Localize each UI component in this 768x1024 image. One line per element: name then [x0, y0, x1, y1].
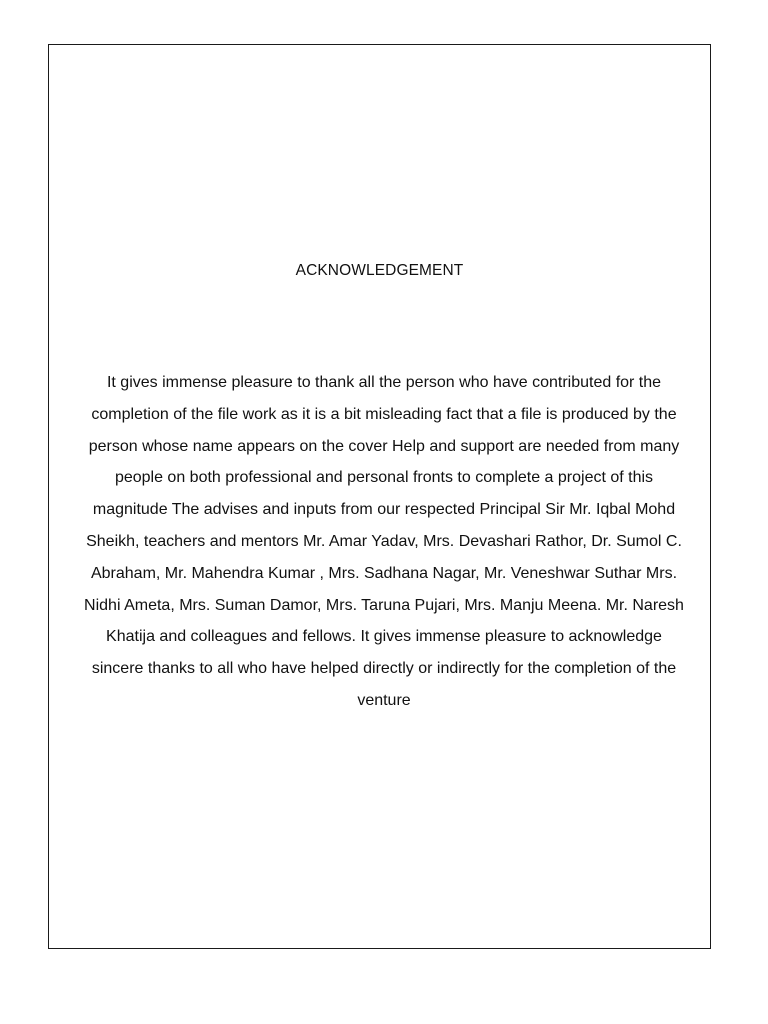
page-title: ACKNOWLEDGEMENT — [295, 262, 464, 279]
acknowledgement-paragraph: It gives immense pleasure to thank all the person who have contributed for the completion of the file work as it is a bit misleading fact that a file is produced by the person whose name appears on the cover Help and support are needed from many people on both professional and personal fronts to complete a project of this magnitude The advises and inputs from our respected Principal Sir Mr. Iqbal Mohd Sheikh, teachers and mentors Mr. Amar Yadav, Mrs. Devashari Rathor, Dr. Sumol C. Abraham, Mr. Mahendra Kumar , Mrs. Sadhana Nagar, Mr. Veneshwar Suthar Mrs. Nidhi Ameta, Mrs. Suman Damor, Mrs. Taruna Pujari, Mrs. Manju Meena. Mr. Naresh Khatija and colleagues and fellows. It gives immense pleasure to acknowledge sincere thanks to all who have helped directly or indirectly for the completion of the venture — [84, 374, 684, 709]
